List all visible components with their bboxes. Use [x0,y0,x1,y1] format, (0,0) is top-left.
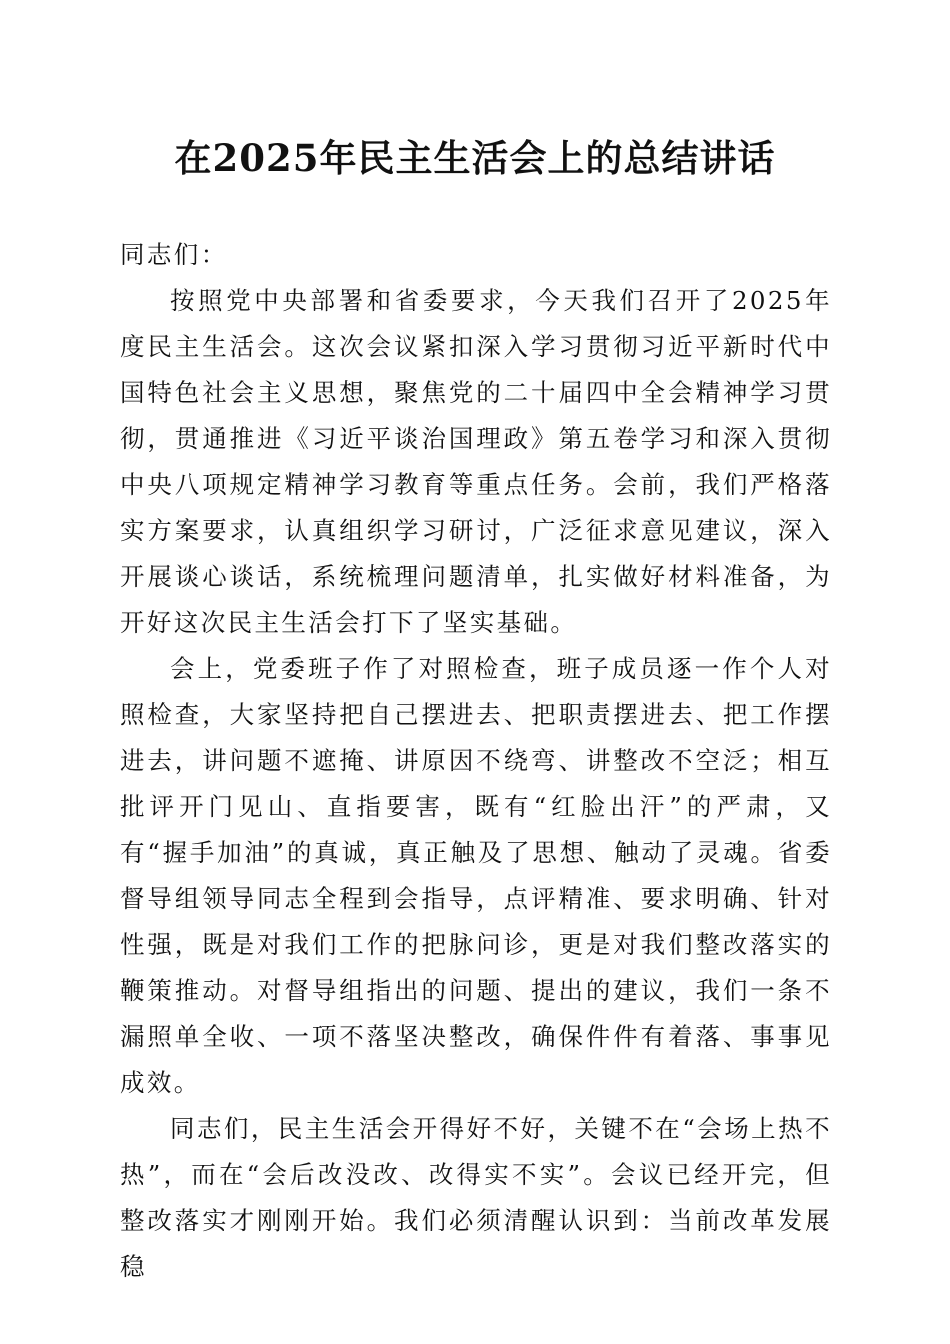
document-body [120,232,832,1290]
document-title: 在2025年民主生活会上的总结讲话 [174,136,776,180]
salutation: 同志们： [120,240,228,269]
paragraph-2: 会上，党委班子作了对照检查，班子成员逐一作个人对照检查，大家坚持把自己摆进去、把职责摆进去、把工作摆进去，讲问题不遮掩、讲原因不绕弯、讲整改不空泛；相互批评开门见山、直指要害，既有“红脸出汗”的严肃，又有“握手加油”的真诚，真正触及了思想、触动了灵魂。省委督导组领导同志全程到会指导，点评精准、要求明确、针对性强，既是对我们工作的把脉问诊，更是对我们整改落实的鞭策推动。对督导组指出的问题、提出的建议，我们一条不漏照单全收、一项不落坚决整改，确保件件有着落、事事见成效。 [120,654,832,1097]
paragraph-3: 同志们，民主生活会开得好不好，关键不在“会场上热不热”，而在“会后改没改、改得实不实”。会议已经开完，但整改落实才刚刚开始。我们必须清醒认识到：当前改革发展稳 [120,1114,832,1281]
paragraph-1: 按照党中央部署和省委要求，今天我们召开了2025年度民主生活会。这次会议紧扣深入学习贯彻习近平新时代中国特色社会主义思想，聚焦党的二十届四中全会精神学习贯彻，贯通推进《习近平谈治国理政》第五卷学习和深入贯彻中央八项规定精神学习教育等重点任务。会前，我们严格落实方案要求，认真组织学习研讨，广泛征求意见建议，深入开展谈心谈话，系统梳理问题清单，扎实做好材料准备，为开好这次民主生活会打下了坚实基础。 [120,286,832,637]
